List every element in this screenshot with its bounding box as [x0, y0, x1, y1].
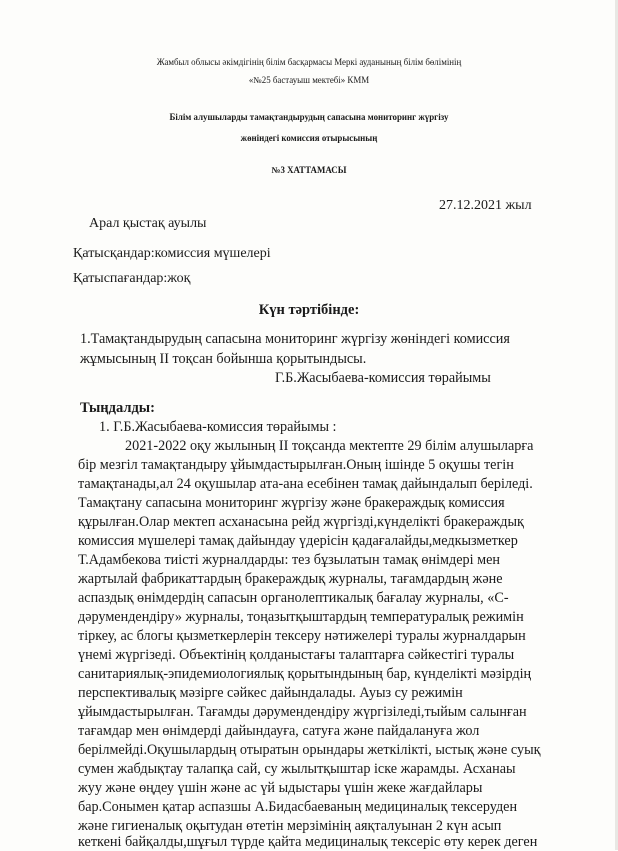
agenda-heading: Күн тәртібінде:: [258, 302, 360, 318]
body-line: жартылай фабрикаттардың бракераждық журналы, тағамдардың және: [78, 571, 503, 587]
body-line: үнемі жүргізеді. Объектінің қолданыстағы талаптарға сәйкестігі туралы: [78, 647, 515, 663]
date: 27.12.2021 жыл: [439, 198, 532, 213]
body-line: тағамдар мен өнімдерді дайындауға, сатуға және пайдалануға жол: [78, 723, 480, 739]
body-line: берілмейді.Оқушылардың отыратын орындары жеткілікті, ыстық және суық: [78, 742, 541, 758]
agenda-speaker: Г.Б.Жасыбаева-комиссия төрайымы: [275, 370, 491, 386]
agenda-item-line-2: жұмысының ІІ тоқсан бойынша қорытындысы.: [80, 351, 367, 367]
heard-heading: Тыңдалды:: [80, 400, 155, 416]
attendees: Қатысқандар:комиссия мүшелері: [73, 246, 271, 261]
body-line: Тамақтану сапасына мониторинг жүргізу және бракераждық комиссия: [78, 495, 505, 511]
body-line: жуу және өңдеу үшін және ас үй ыдыстары үшін жеке жағдайлары: [78, 780, 483, 796]
title-line-1: Білім алушыларды тамақтандырудың сапасына мониторинг жүргізу: [169, 112, 449, 122]
body-line: кеткені байқалды,шұғыл түрде қайта медициналық тексеріс өту керек деген: [78, 834, 538, 850]
body-line: тамақтанады,ал 24 оқушылар ата-ана есебінен тамақ дайындалып беріледі.: [78, 476, 533, 492]
body-line: тіркеу, ас блогы қызметкерлерін тексеру нәтижелері туралы журналдарын: [78, 628, 526, 644]
heard-speaker: 1. Г.Б.Жасыбаева-комиссия төрайымы :: [99, 419, 337, 435]
protocol-number: №3 ХАТТАМАСЫ: [271, 165, 347, 175]
body-line: және гигиеналық оқытудан өтетін мерзімінің аяқталуынан 2 күн асып: [78, 818, 502, 834]
body-line: дәрумендендіру» журналы, тоңазытқыштардың температуралық режимін: [78, 609, 524, 625]
title-line-2: жөніндегі комиссия отырысының: [240, 133, 378, 143]
body-line: 2021-2022 оқу жылының ІІ тоқсанда мектепте 29 білім алушыларға: [125, 438, 534, 454]
body-line: құрылған.Олар мектеп асханасына рейд жүргізді,күнделікті бракераждық: [78, 514, 524, 530]
body-line: санитариялық-эпидемиологиялық қорытындының бар, күнделікті мәзірдің: [78, 666, 532, 682]
agenda-item-line-1: 1.Тамақтандырудың сапасына мониторинг жүргізу жөніндегі комиссия: [80, 331, 510, 347]
header-line-1: Жамбыл облысы әкімдігінің білім басқармасы Меркі ауданының білім бөлімінің: [156, 57, 462, 67]
body-line: перспективалық мәзірге сәйкес дайындалады. Ауыз су режимін: [78, 685, 463, 701]
header-line-2: «№25 бастауыш мектебі» КММ: [248, 75, 370, 85]
body-line: аспаздық өнімдердің сапасын органолептикалық бағалау журналы, «С-: [78, 590, 509, 606]
body-line: комиссия мүшелері тамақ дайындау үдерісін қадағалайды,медкызметкер: [78, 533, 518, 549]
body-line: сумен жабдықтау талапқа сай, су жылытқыштар іске жарамды. Асханаы: [78, 761, 516, 777]
body-line: Т.Адамбекова тиісті журналдарды: тез бұзылатын тамақ өнімдері мен: [78, 552, 500, 568]
body-line: ұйымдастырылған. Тағамды дәрумендендіру жүргізіледі,тыйым салынған: [78, 704, 527, 720]
body-line: бір мезгіл тамақтандыру ұйымдастырылған.Оның ішінде 5 оқушы тегін: [78, 457, 514, 473]
body-line: бар.Сонымен қатар аспазшы А.Бидасбаеваның медициналық тексеруден: [78, 799, 518, 815]
place: Арал қыстақ ауылы: [89, 216, 207, 231]
absent: Қатыспағандар:жоқ: [73, 271, 191, 286]
